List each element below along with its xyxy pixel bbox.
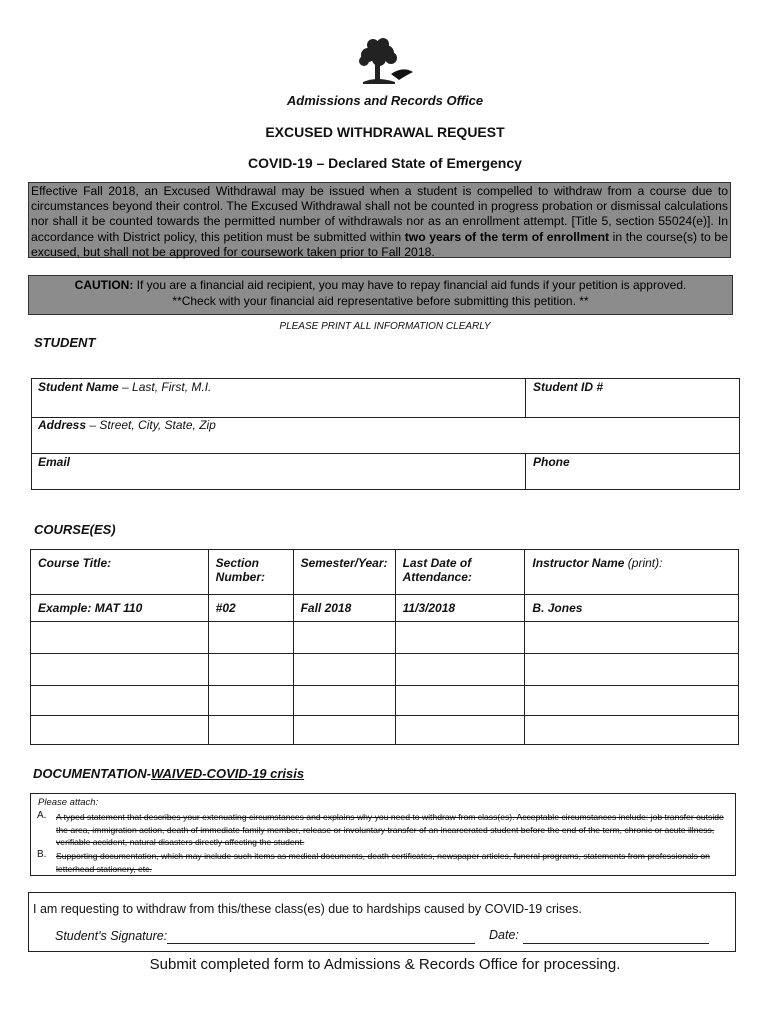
address-hint: – Street, City, State, Zip xyxy=(86,418,216,432)
date-line[interactable] xyxy=(523,943,709,944)
student-id-field[interactable] xyxy=(533,380,603,394)
course-title-cell[interactable] xyxy=(31,654,209,686)
caution-label: CAUTION: xyxy=(74,278,134,292)
phone-field[interactable] xyxy=(533,455,570,469)
col-last-date: Last Date of Attendance: xyxy=(395,550,525,595)
col-instructor xyxy=(525,550,739,595)
last-date-cell[interactable] xyxy=(395,654,525,686)
courses-table xyxy=(30,549,739,745)
table-row xyxy=(31,622,739,654)
student-name-hint: – Last, First, M.I. xyxy=(118,380,212,394)
student-id-label: Student ID # xyxy=(533,380,604,394)
instructor-hint: (print): xyxy=(624,556,663,570)
semester-cell[interactable] xyxy=(293,716,395,745)
signature-box xyxy=(28,892,736,952)
semester-cell[interactable] xyxy=(293,654,395,686)
submit-instructions: Submit completed form to Admissions & Records Office for processing. xyxy=(149,956,621,973)
student-name-field[interactable] xyxy=(38,380,211,394)
email-field[interactable] xyxy=(38,455,70,469)
last-date-cell[interactable] xyxy=(395,622,525,654)
student-name-label: Student Name xyxy=(38,380,119,394)
semester-cell[interactable] xyxy=(293,622,395,654)
table-header-row xyxy=(31,550,739,595)
policy-notice xyxy=(28,182,731,258)
email-label: Email xyxy=(38,455,71,469)
signature-line[interactable] xyxy=(167,943,475,944)
address-field[interactable] xyxy=(38,418,216,432)
instructor-cell[interactable] xyxy=(525,686,739,716)
section-cell[interactable] xyxy=(208,686,293,716)
example-title: Example: MAT 110 xyxy=(31,595,209,622)
divider xyxy=(525,379,526,417)
divider xyxy=(525,453,526,489)
course-title-cell[interactable] xyxy=(31,686,209,716)
example-instructor: B. Jones xyxy=(525,595,739,622)
student-info-box xyxy=(31,378,740,490)
office-name: Admissions and Records Office xyxy=(286,93,484,108)
col-course-title: Course Title: xyxy=(31,550,209,595)
item-b-marker: B. xyxy=(37,849,47,860)
college-logo xyxy=(355,36,417,88)
table-row xyxy=(31,654,739,686)
notice-text-2: in the course(s) to be excused, but shall not be approved for coursework taken prior to Fall 2018. xyxy=(31,229,728,259)
instructor-cell[interactable] xyxy=(525,654,739,686)
hardship-statement: I am requesting to withdraw from this/these class(es) due to hardships caused by COVID-19 crises. xyxy=(33,902,582,916)
semester-cell[interactable] xyxy=(293,686,395,716)
item-b-text: Supporting documentation, which may include such items as medical documents, death certificates, newspaper articles, funeral programs, statements from professionals on letterhead stationery, etc. xyxy=(56,851,710,874)
form-title: EXCUSED WITHDRAWAL REQUEST xyxy=(265,124,505,140)
divider xyxy=(32,453,739,454)
phone-label: Phone xyxy=(533,455,570,469)
address-label: Address xyxy=(38,418,87,432)
col-semester-year: Semester/Year: xyxy=(293,550,395,595)
example-last-date: 11/3/2018 xyxy=(395,595,525,622)
caution-line1: If you are a financial aid recipient, you may have to repay financial aid funds if your petition is approved. xyxy=(133,278,687,292)
instructor-cell[interactable] xyxy=(525,622,739,654)
caution-line2: **Check with your financial aid representative before submitting this petition. ** xyxy=(172,293,589,308)
table-row xyxy=(31,686,739,716)
course-title-cell[interactable] xyxy=(31,622,209,654)
notice-bold: two years of the term of enrollment xyxy=(404,229,610,244)
notice-text-1: Effective Fall 2018, an Excused Withdrawal may be issued when a student is compelled to withdraw from a course due to circumstances beyond their control. The Excused Withdrawal shall not be counted in progress probation or dismissal calculations nor shall it be counted towards the permitted number of withdrawals nor as an enrollment attempt. [Title 5, section 55024(e)]. In accordance with District policy, this petition must be submitted within xyxy=(31,184,728,244)
instructor-cell[interactable] xyxy=(525,716,739,745)
example-semester: Fall 2018 xyxy=(293,595,395,622)
documentation-box xyxy=(30,793,736,876)
courses-heading: COURSE(ES) xyxy=(34,522,116,537)
item-a-text: A typed statement that describes your extenuating circumstances and explains why you need to withdraw from class(es). Acceptable circumstances include: job transfer outside the area, immigration action, death of immediate family member, release or involuntary transfer of an incarcerated student before the end of the term, chronic or acute illness, verifiable accident, natural disasters directly affecting the student. xyxy=(56,812,724,848)
instructor-label: Instructor Name xyxy=(532,556,625,570)
documentation-heading-a: DOCUMENTATION- xyxy=(33,766,151,781)
signature-label: Student's Signature: xyxy=(55,929,168,943)
print-clearly-note: PLEASE PRINT ALL INFORMATION CLEARLY xyxy=(279,321,491,332)
item-a-marker: A. xyxy=(37,810,47,821)
last-date-cell[interactable] xyxy=(395,716,525,745)
documentation-heading xyxy=(33,766,304,781)
student-heading: STUDENT xyxy=(34,335,96,350)
section-cell[interactable] xyxy=(208,622,293,654)
last-date-cell[interactable] xyxy=(395,686,525,716)
form-subtitle: COVID-19 – Declared State of Emergency xyxy=(248,155,522,171)
table-row xyxy=(31,716,739,745)
col-section-number: Section Number: xyxy=(208,550,293,595)
section-cell[interactable] xyxy=(208,654,293,686)
course-title-cell[interactable] xyxy=(31,716,209,745)
table-row-example xyxy=(31,595,739,622)
date-label: Date: xyxy=(489,928,519,942)
documentation-heading-b: WAIVED-COVID-19 crisis xyxy=(150,766,305,781)
example-section: #02 xyxy=(208,595,293,622)
please-attach: Please attach: xyxy=(38,797,99,808)
section-cell[interactable] xyxy=(208,716,293,745)
caution-notice xyxy=(28,275,733,315)
